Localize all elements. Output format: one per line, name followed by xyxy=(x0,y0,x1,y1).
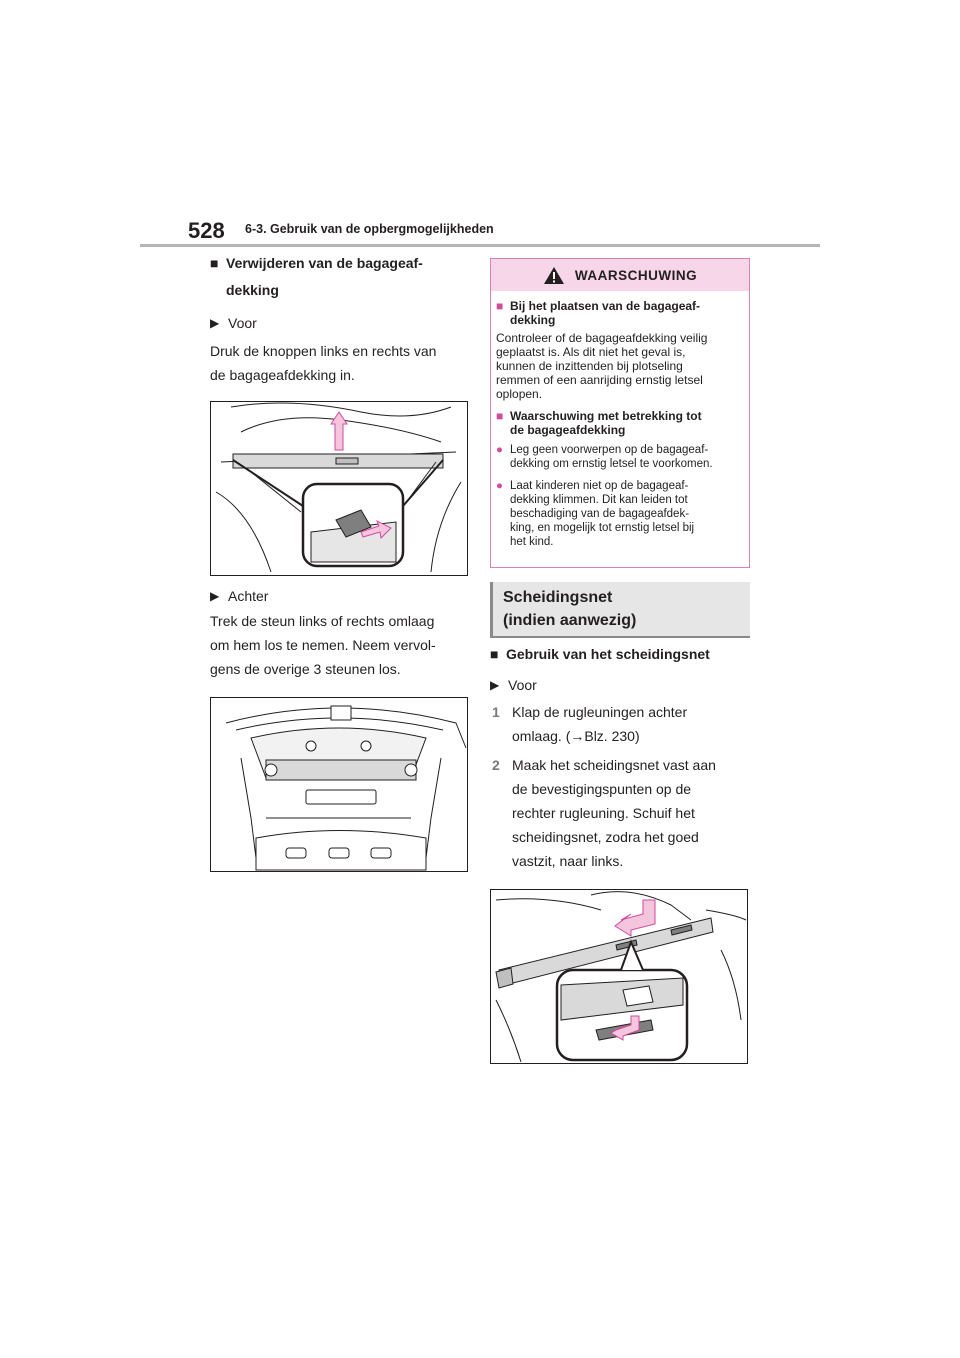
illustration-attach-net xyxy=(491,890,747,1063)
section-rule xyxy=(490,636,750,638)
chapter-title: 6-3. Gebruik van de opbergmogelijkheden xyxy=(245,222,494,236)
section-title-line1: Scheidingsnet xyxy=(503,589,613,606)
step-2: 2 Maak het scheidingsnet vast aan de bevestigingspunten op de rechter rugleuning. Schuif het scheidingsnet, zodra het goed vastzit, naar links. xyxy=(490,753,750,873)
right-column xyxy=(490,642,750,1064)
step-number: 1 xyxy=(492,704,500,720)
text-front: Druk de knoppen links en rechts van de bagageafdekking in. xyxy=(210,343,437,383)
figure-cover-buttons xyxy=(210,401,468,576)
page-header xyxy=(140,214,820,248)
step-1: 1 Klap de rugleuningen achter omlaag. (→Blz. 230) xyxy=(490,700,750,748)
warning-text-placing: Controleer of de bagageafdekking veilig geplaatst is. Als dit niet het geval is, kunnen de inzittenden bij plotseling remmen of een aanrijding ernstig letsel oplopen. xyxy=(496,331,708,401)
section-title-line2: (indien aanwezig) xyxy=(503,612,637,629)
warning-body xyxy=(491,291,749,553)
warning-bullet-objects: ● Leg geen voorwerpen op de bagageaf- dekking om ernstig letsel te voorkomen. xyxy=(496,444,713,470)
text-rear: Trek de steun links of rechts omlaag om hem los te nemen. Neem vervol- gens de overige 3 steunen los. xyxy=(210,613,436,677)
warning-heading-cover: ■ Waarschuwing met betrekking tot de bagageafdekking xyxy=(496,409,702,437)
warning-triangle-icon xyxy=(543,266,565,285)
illustration-cover-buttons xyxy=(211,402,467,575)
sub-rear: ▶ Achter xyxy=(210,588,269,604)
warning-box xyxy=(490,258,750,568)
left-column xyxy=(210,250,468,872)
dot-bullet: ● xyxy=(496,480,503,492)
square-bullet: ■ xyxy=(496,409,504,423)
triangle-bullet-icon: ▶ xyxy=(490,678,500,692)
sub-front: ▶ Voor xyxy=(210,315,257,331)
heading-remove-cover: ■ Verwijderen van de bagageaf- dekking xyxy=(210,251,468,305)
square-bullet: ■ xyxy=(490,646,499,662)
step-number: 2 xyxy=(492,757,500,773)
sub-front-net: ▶ Voor xyxy=(490,677,537,693)
dot-bullet: ● xyxy=(496,444,503,456)
warning-heading-placing: ■ Bij het plaatsen van de bagageaf- dekking xyxy=(496,299,701,327)
illustration-rear-supports xyxy=(211,698,467,871)
figure-attach-net xyxy=(490,889,748,1064)
section-heading-box xyxy=(490,582,750,637)
warning-bullet-children: ● Laat kinderen niet op de bagageaf- dekking klimmen. Dit kan leiden tot beschadiging van de bagageafdek- king, en mogelijk tot ernstig letsel bij het kind. xyxy=(496,480,695,548)
square-bullet: ■ xyxy=(210,255,219,271)
page-number: 528 xyxy=(188,218,225,243)
figure-rear-supports xyxy=(210,697,468,872)
header-rule xyxy=(140,244,820,247)
warning-title: WAARSCHUWING xyxy=(574,267,698,283)
warning-header xyxy=(491,259,749,291)
triangle-bullet-icon: ▶ xyxy=(210,589,220,603)
triangle-bullet-icon: ▶ xyxy=(210,316,220,330)
square-bullet: ■ xyxy=(496,299,504,313)
heading-use-net: ■ Gebruik van het scheidingsnet xyxy=(490,642,750,666)
